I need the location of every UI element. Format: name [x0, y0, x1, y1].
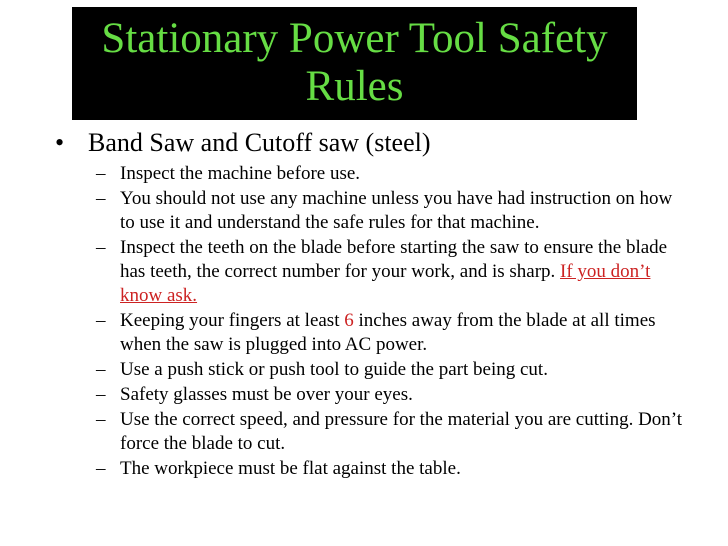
list-item	[0, 408, 728, 456]
rule-text: Inspect the teeth on the blade before starting the saw to ensure the blade has teeth, the correct number for your work, and is sharp.	[120, 237, 668, 282]
dash-icon: –	[96, 188, 106, 209]
list-item	[0, 457, 728, 481]
rule-text: Use a push stick or push tool to guide the part being cut.	[120, 359, 548, 380]
dash-icon: –	[96, 237, 106, 258]
rules-list	[0, 162, 728, 481]
slide-title	[72, 15, 637, 111]
dash-icon: –	[96, 163, 106, 184]
slide-title-line-2: Rules	[305, 63, 404, 110]
title-banner	[72, 7, 637, 120]
slide-title-line-1: Stationary Power Tool Safety	[101, 15, 608, 62]
rule-text: Inspect the machine before use.	[120, 163, 361, 184]
dash-icon: –	[96, 310, 106, 331]
rule-text-after: inches away from the blade at all times when the saw is plugged into AC power.	[120, 310, 656, 355]
dash-icon: –	[96, 384, 106, 405]
dash-icon: –	[96, 409, 106, 430]
ask-link[interactable]: If you don’t know ask.	[120, 261, 651, 306]
list-item	[0, 187, 728, 235]
rule-text: Use the correct speed, and pressure for the material you are cutting. Don’t force the blade to cut.	[120, 409, 683, 454]
main-bullet	[0, 124, 728, 162]
list-item	[0, 309, 728, 357]
dash-icon: –	[96, 359, 106, 380]
list-item	[0, 236, 728, 308]
rule-text: Safety glasses must be over your eyes.	[120, 384, 413, 405]
rule-text-before: Keeping your fingers at least	[120, 310, 340, 331]
list-item	[0, 383, 728, 407]
slide-content	[0, 118, 728, 482]
list-item	[0, 358, 728, 382]
dash-icon: –	[96, 458, 106, 479]
rule-text: You should not use any machine unless you have had instruction on how to use it and understand the safe rules for that machine.	[120, 188, 673, 233]
bullet-dot-icon: •	[55, 128, 65, 157]
list-item	[0, 162, 728, 186]
distance-highlight: 6	[344, 310, 354, 331]
main-bullet-text: Band Saw and Cutoff saw (steel)	[88, 128, 431, 157]
rule-text: The workpiece must be flat against the table.	[120, 458, 461, 479]
